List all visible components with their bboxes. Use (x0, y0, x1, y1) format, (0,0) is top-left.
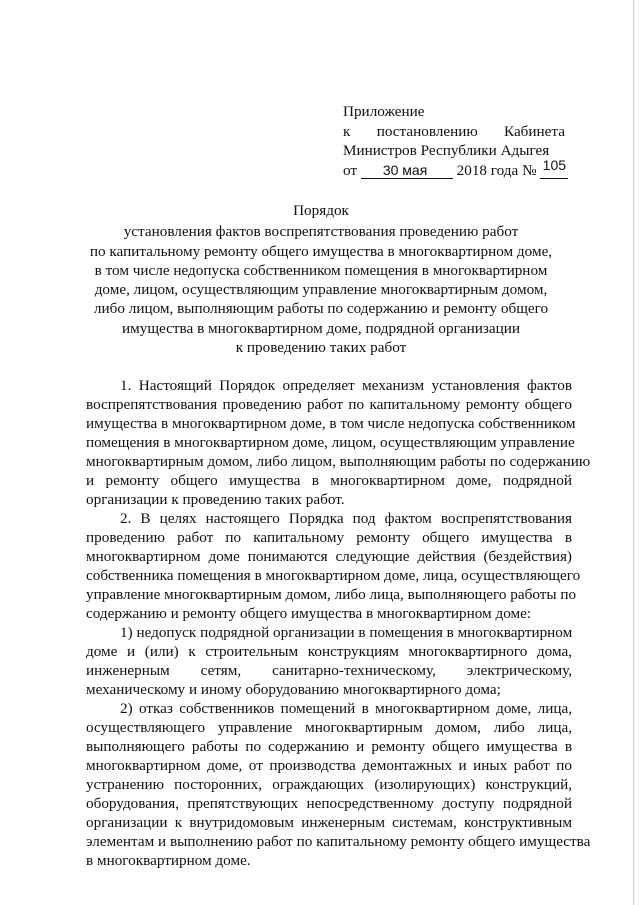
paragraph-line: имущества в многоквартирном доме, в том числе недопуска собственником (86, 415, 576, 432)
document-title (86, 201, 556, 357)
number-fill-line (540, 156, 568, 179)
paragraph-line: организации к внутридомовым инженерным системам, конструктивным (86, 814, 572, 831)
paragraph-line: оборудования, препятствующих непосредственному доступу подрядной (86, 795, 572, 812)
document-body (86, 376, 591, 870)
title-line: установления фактов воспрепятствования проведению работ (123, 223, 519, 241)
paragraph-line: инженерным сетям, санитарно-техническому, электрическому, (86, 662, 572, 679)
paragraph-line: многоквартирном доме, от производства демонтажных и иных работ по (86, 757, 572, 774)
appendix-date-line (343, 156, 567, 181)
paragraph-line: доме и (или) к строительным конструкциям многоквартирного дома, (86, 643, 572, 660)
paragraph-line: управление многоквартирным домом, либо лица, выполняющего работы по (86, 586, 577, 603)
handwritten-number: 105 (542, 156, 567, 173)
paragraph-line: элементам и выполнению работ по капитальному ремонту общего имущества (86, 833, 591, 850)
paragraph-line: многоквартирным домом, либо лицом, выполняющим работы по содержанию (86, 453, 591, 470)
title-line: либо лицом, выполняющим работы по содержанию и ремонту общего (93, 300, 549, 318)
paragraph-line: 1) недопуск подрядной организации в помещения в многоквартирном (120, 624, 573, 641)
paragraph-line: устранению посторонних, ограждающих (изолирующих) конструкций, (86, 776, 572, 793)
paragraph-line: осуществляющего управление многоквартирным домом, либо лица, (86, 719, 572, 736)
paragraph-line: помещения в многоквартирном доме, лицом, осуществляющим управление (86, 434, 575, 451)
paragraph-line: механическому и иному оборудованию многоквартирного дома; (86, 681, 501, 698)
paragraph-2 (86, 509, 581, 623)
paragraph-line: выполняющего работы по содержанию и ремонту общего имущества в (86, 738, 572, 755)
paragraph-line: 2. В целях настоящего Порядка под фактом воспрепятствования (120, 510, 572, 527)
paragraph-line: многоквартирном доме понимаются следующие действия (бездействия) (86, 548, 572, 565)
paragraph-1 (86, 376, 591, 509)
paragraph-line: в многоквартирном доме. (86, 852, 251, 869)
paragraph-3 (86, 623, 572, 699)
appendix-word: Кабинета (504, 122, 565, 140)
title-line: доме, лицом, осуществляющим управление многоквартирным домом, (94, 281, 548, 299)
appendix-word: к (343, 122, 351, 140)
appendix-label: Приложение (343, 103, 425, 120)
title-line: по капитальному ремонту общего имущества в многоквартирном доме, (89, 242, 553, 260)
paragraph-line: содержанию и ремонту общего имущества в многоквартирном доме: (86, 605, 532, 622)
paragraph-line: 1. Настоящий Порядок определяет механизм установления фактов (120, 377, 572, 394)
title-line: имущества в многоквартирном доме, подрядной организации (122, 319, 520, 337)
appendix-cabinet-line: Министров Республики Адыгея (343, 142, 550, 159)
paragraph-line: проведению работ по капитальному ремонту общего имущества в (86, 529, 572, 546)
appendix-block (343, 102, 565, 180)
year-label: 2018 года № (456, 161, 537, 179)
paragraph-4 (86, 699, 591, 870)
date-fill-line (361, 163, 453, 179)
title-line: в том числе недопуска собственником помещения в многоквартирном (94, 261, 548, 279)
paragraph-line: и ремонту общего имущества в многоквартирном доме, подрядной (86, 472, 572, 489)
title-line: к проведению таких работ (235, 339, 407, 357)
appendix-resolution-line (343, 122, 565, 142)
paragraph-line: воспрепятствования проведению работ по капитальному ремонту общего (86, 396, 572, 413)
appendix-word: постановлению (376, 122, 478, 140)
scan-edge-line (633, 0, 634, 905)
paragraph-line: собственника помещения в многоквартирном доме, лица, осуществляющего (86, 567, 581, 584)
paragraph-line: организации к проведению таких работ. (86, 491, 345, 508)
date-prefix: от (343, 161, 358, 179)
paragraph-line: 2) отказ собственников помещений в многоквартирном доме, лица, (120, 700, 572, 717)
title-heading: Порядок (293, 202, 349, 219)
handwritten-date: 30 мая (382, 161, 428, 178)
